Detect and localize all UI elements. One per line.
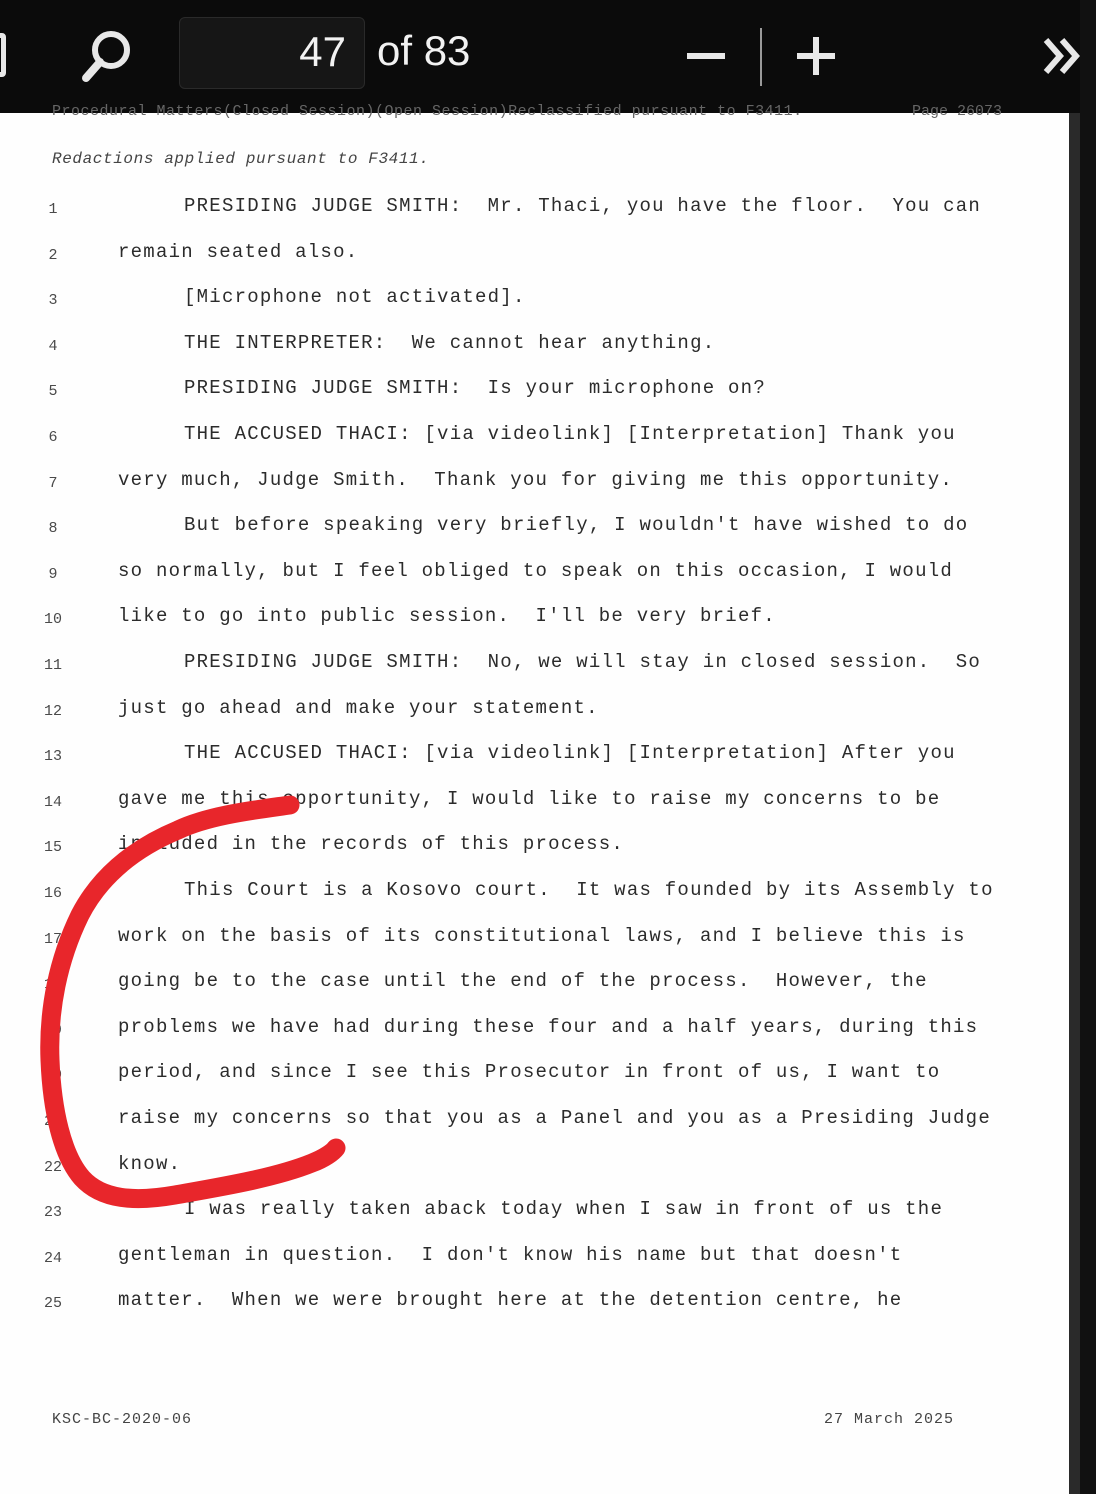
transcript-line (0, 1153, 1069, 1183)
transcript-line (0, 697, 1069, 727)
line-number: 17 (43, 930, 62, 948)
line-text: period, and since I see this Prosecutor in front of us, I want to (118, 1061, 941, 1084)
line-text: PRESIDING JUDGE SMITH: Mr. Thaci, you have the floor. You can (184, 195, 982, 217)
viewer-toolbar (0, 0, 1080, 113)
line-number: 7 (48, 474, 58, 492)
page-number-input[interactable] (196, 28, 346, 76)
line-text: remain seated also. (118, 240, 359, 263)
line-number: 19 (43, 1021, 62, 1039)
line-text: work on the basis of its constitutional laws, and I believe this is (118, 924, 966, 947)
line-text: PRESIDING JUDGE SMITH: No, we will stay in closed session. So (184, 651, 982, 673)
toolbar-divider (760, 28, 762, 86)
line-text: THE ACCUSED THACI: [via videolink] [Interpretation] Thank you (184, 423, 956, 445)
line-text: This Court is a Kosovo court. It was founded by its Assembly to (184, 879, 994, 901)
transcript-line (0, 788, 1069, 818)
footer-case-number: KSC-BC-2020-06 (52, 1411, 193, 1428)
document-page (0, 103, 1069, 1494)
line-number: 22 (43, 1158, 62, 1176)
transcript-line (0, 1061, 1069, 1091)
transcript-line (0, 195, 1069, 225)
line-number: 2 (48, 246, 58, 264)
line-number: 25 (43, 1295, 62, 1313)
line-text: [Microphone not activated]. (184, 286, 526, 309)
transcript-line (0, 742, 1069, 772)
line-text: problems we have had during these four and a half years, during this (118, 1015, 979, 1038)
line-text: But before speaking very briefly, I wouldn't have wished to do (184, 514, 969, 537)
transcript-line (0, 1244, 1069, 1274)
line-number: 18 (43, 976, 62, 994)
transcript-line (0, 1016, 1069, 1046)
transcript-line (0, 833, 1069, 863)
line-text: included in the records of this process. (118, 833, 625, 856)
footer-date: 27 March 2025 (824, 1411, 955, 1428)
transcript-line (0, 970, 1069, 1000)
line-text: like to go into public session. I'll be very brief. (118, 605, 776, 628)
line-text: going be to the case until the end of the process. However, the (118, 970, 928, 993)
transcript-line (0, 1198, 1069, 1228)
page-edge (1069, 113, 1080, 1494)
line-number: 14 (43, 793, 62, 811)
line-number: 10 (43, 611, 62, 629)
transcript-line (0, 514, 1069, 544)
transcript-line (0, 925, 1069, 955)
transcript-line (0, 332, 1069, 362)
line-number: 23 (43, 1204, 62, 1222)
transcript-line (0, 1107, 1069, 1137)
line-text: know. (118, 1152, 182, 1175)
transcript-line (0, 879, 1069, 909)
page-total-label: of 83 (377, 27, 471, 74)
line-number: 20 (43, 1067, 62, 1085)
line-text: THE INTERPRETER: We cannot hear anything. (184, 331, 716, 354)
page-header-left: Procedural Matters(Closed Session)(Open Session)Reclassified pursuant to F3411. (52, 103, 803, 120)
sidebar-toggle-icon[interactable] (0, 33, 6, 77)
transcript-line (0, 1289, 1069, 1319)
line-number: 3 (48, 292, 58, 310)
line-number: 13 (43, 748, 62, 766)
line-text: PRESIDING JUDGE SMITH: Is your microphone on? (184, 377, 766, 400)
line-text: I was really taken aback today when I saw in front of us the (184, 1198, 944, 1221)
line-number: 12 (43, 702, 62, 720)
line-number: 1 (48, 201, 58, 218)
line-number: 21 (43, 1113, 62, 1130)
transcript-line (0, 377, 1069, 407)
line-number: 16 (43, 885, 62, 902)
line-text: so normally, but I feel obliged to speak on this occasion, I would (118, 559, 954, 582)
line-number: 11 (43, 657, 62, 674)
transcript-line (0, 286, 1069, 316)
transcript-line (0, 605, 1069, 635)
page-number-box[interactable] (179, 17, 365, 89)
line-text: gentleman in question. I don't know his name but that doesn't (118, 1243, 903, 1266)
zoom-in-icon[interactable] (795, 32, 837, 80)
line-text: THE ACCUSED THACI: [via videolink] [Interpretation] After you (184, 742, 956, 765)
line-number: 8 (48, 520, 58, 538)
line-number: 15 (43, 839, 62, 857)
transcript-line (0, 651, 1069, 681)
line-text: raise my concerns so that you as a Panel and you as a Presiding Judge (118, 1107, 991, 1129)
transcript-line (0, 423, 1069, 453)
line-number: 24 (43, 1249, 62, 1267)
line-number: 4 (48, 337, 58, 355)
line-number: 6 (48, 429, 58, 446)
search-icon[interactable] (80, 28, 136, 84)
line-text: very much, Judge Smith. Thank you for giving me this opportunity. (118, 468, 954, 491)
transcript-line (0, 469, 1069, 499)
line-number: 5 (48, 383, 58, 401)
line-number: 9 (48, 565, 58, 583)
zoom-out-icon[interactable] (686, 32, 726, 80)
line-text: gave me this opportunity, I would like to raise my concerns to be (118, 787, 941, 810)
page-header-right: Page 26073 (912, 103, 1003, 120)
transcript-line (0, 241, 1069, 271)
line-text: just go ahead and make your statement. (118, 696, 599, 719)
next-page-icon[interactable] (1040, 34, 1080, 78)
transcript-line (0, 560, 1069, 590)
redaction-note: Redactions applied pursuant to F3411. (52, 150, 430, 168)
line-text: matter. When we were brought here at the detention centre, he (118, 1289, 903, 1312)
